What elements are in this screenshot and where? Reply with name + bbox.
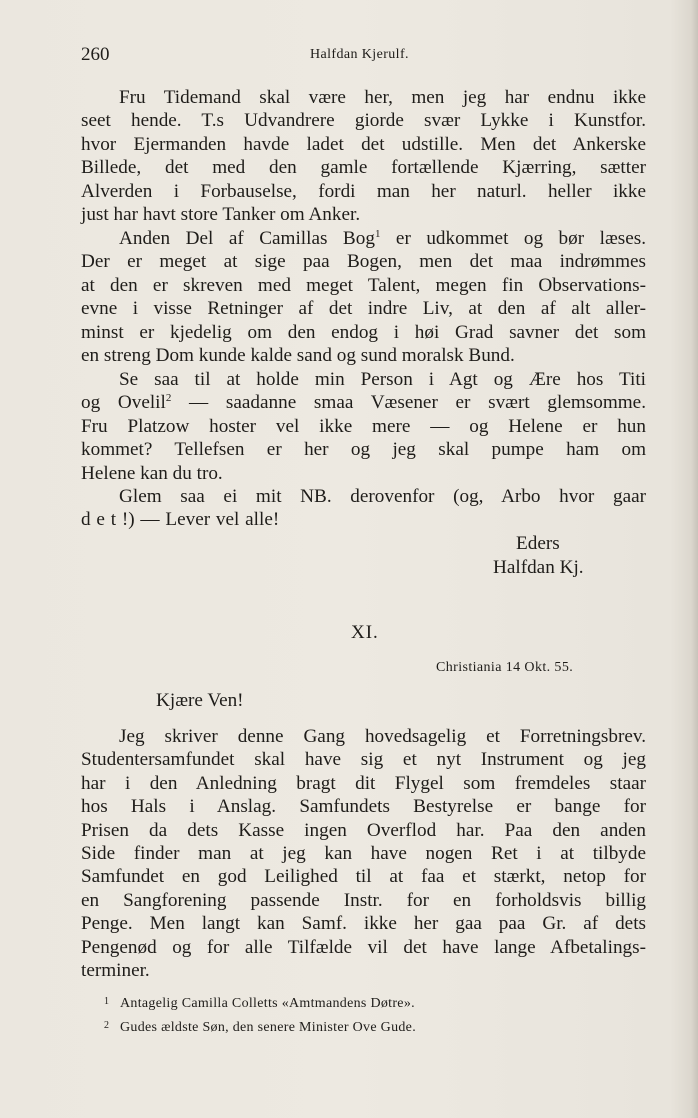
running-head: Halfdan Kjerulf. (310, 47, 409, 62)
text-line: terminer. (81, 959, 150, 981)
letter-number: XI. (351, 622, 379, 643)
footnote-mark: 2 (104, 1020, 110, 1031)
text-segment: Anden Del af Camillas Bog (119, 228, 375, 249)
valediction: Eders (516, 533, 560, 554)
text-line: hvor Ejermanden havde ladet det udstille. Men det Ankerske (81, 133, 646, 155)
text-line: seet hende. T.s Udvandrere giorde svær Lykke i Kunstfor. (81, 110, 646, 132)
letter-body (81, 725, 646, 982)
text-line: Studentersamfundet skal have sig et nyt Instrument og jeg (81, 749, 646, 771)
text-line: Side finder man at jeg kan have nogen Ret i at tilbyde (81, 842, 646, 864)
text-line: at den er skreven med meget Talent, megen fin Observations- (81, 274, 646, 296)
text-line: Fru Tidemand skal være her, men jeg har endnu ikke (119, 87, 646, 108)
text-line: Glem saa ei mit NB. derovenfor (og, Arbo hvor gaar (119, 486, 646, 507)
salutation: Kjære Ven! (156, 690, 244, 711)
dateline: Christiania 14 Okt. 55. (436, 660, 574, 675)
text-line: Pengenød og for alle Tilfælde vil det have lange Afbetalings- (81, 936, 646, 958)
text-line: Billede, det med den gamle fortællende Kjærring, sætter (81, 157, 646, 179)
footnote (104, 1015, 644, 1039)
footnote-text: Antagelig Camilla Colletts «Amtmandens Døtre». (120, 996, 415, 1011)
page-header (81, 44, 646, 70)
text-line: evne i visse Retninger af det indre Liv, at den af alt aller- (81, 298, 646, 320)
text-line: Jeg skriver denne Gang hovedsagelig et Forretningsbrev. (119, 726, 646, 747)
text-segment: — saadanne smaa Væsener er svært glemsomme. (171, 392, 646, 414)
text-line: Prisen da dets Kasse ingen Overflod har. Paa den anden (81, 819, 646, 841)
text-segment: er udkommet og bør læses. (380, 228, 647, 249)
text-line: Se saa til at holde min Person i Agt og Ære hos Titi (119, 369, 646, 390)
text-line: Der er meget at sige paa Bogen, men det maa indrømmes (81, 251, 646, 273)
text-line: just har havt store Tanker om Anker. (81, 203, 361, 225)
signature: Halfdan Kj. (493, 557, 584, 578)
text-line: en Sangforening passende Instr. for en forholdsvis billig (81, 889, 646, 911)
text-line: d e t !) — Lever vel alle! (81, 509, 280, 531)
footnote-text: Gudes ældste Søn, den senere Minister Ove Gude. (120, 1020, 416, 1035)
paragraph-4 (81, 485, 646, 532)
footnotes (104, 991, 644, 1039)
text-line: har i den Anledning bragt dit Flygel som fremdeles staar (81, 772, 646, 794)
text-line: Alverden i Forbauselse, fordi man her naturl. heller ikke (81, 180, 646, 202)
page-number: 260 (81, 44, 110, 65)
text-line: Helene kan du tro. (81, 462, 223, 484)
paragraph-1 (81, 86, 646, 226)
footnote (104, 991, 644, 1015)
text-line (81, 227, 646, 250)
text-line: minst er kjedelig om den endog i høi Grad savner det som (81, 321, 646, 343)
text-line: hos Hals i Anslag. Samfundets Bestyrelse er bange for (81, 796, 646, 818)
paragraph-2 (81, 227, 646, 367)
text-line: en streng Dom kunde kalde sand og sund moralsk Bund. (81, 344, 515, 366)
text-line (81, 391, 646, 414)
footnote-ref: 2 (165, 392, 172, 405)
text-line: Samfundet en god Leilighed til at faa et stærkt, netop for (81, 866, 646, 888)
text-line: Fru Platzow hoster vel ikke mere — og Helene er hun (81, 415, 646, 437)
text-line: Penge. Men langt kan Samf. ikke her gaa paa Gr. af dets (81, 913, 646, 935)
text-segment: og Ovelil (81, 392, 166, 414)
footnote-ref: 1 (374, 228, 381, 240)
footnote-mark: 1 (104, 996, 110, 1007)
paragraph-3 (81, 368, 646, 485)
text-line: kommet? Tellefsen er her og jeg skal pumpe ham om (81, 439, 646, 461)
